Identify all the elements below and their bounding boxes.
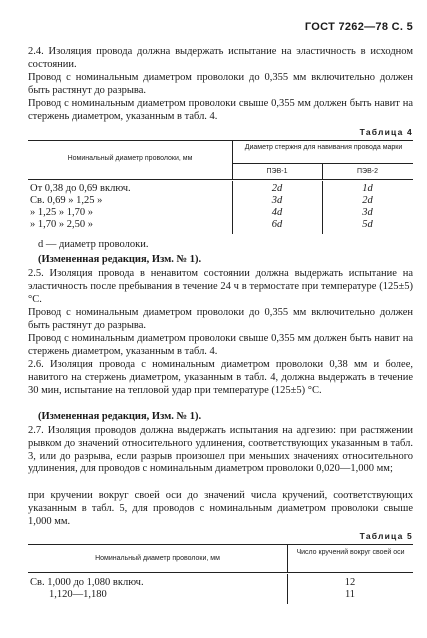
edit-note-1: (Измененная редакция, Изм. № 1). bbox=[38, 254, 202, 265]
edit-note-2: (Измененная редакция, Изм. № 1). bbox=[38, 411, 202, 422]
table5-row-label: 1,120—1,180 bbox=[49, 589, 107, 600]
table4-row-v2: 1d bbox=[362, 183, 373, 194]
paragraph-2-5: 2.5. Изоляция провода в ненавитом состоянии должна выдержать испытание на эластичность после пребывания в течение 24 ч в термостате при температуре (125±5) °С. bbox=[28, 268, 413, 305]
table4-row-label: Св. 0,69 » 1,25 » bbox=[30, 195, 103, 206]
table4-row-v1: 6d bbox=[271, 219, 283, 230]
paragraph-2-7: 2.7. Изоляция проводов должна выдержать испытания на адгезию: при растяжении рывком до значений относительного удлинения, соответствующих указанным в табл. 3, или до разрыва, если разрыв произошел при меньших значениях относительного удлинения, для проводов с номинальным диаметром проволоки 0,020—1,000 мм; bbox=[28, 425, 413, 475]
table4-subheader-pev1: ПЭВ-1 bbox=[266, 168, 288, 175]
paragraph-2-7-torsion: при кручении вокруг своей оси до значений числа кручений, соответствующих указанным в табл. 5, для проводов с номинальным диаметром проволоки свыше 1,000 мм. bbox=[28, 490, 413, 527]
paragraph-2-6: 2.6. Изоляция провода с номинальным диаметром проволоки 0,38 мм и более, навитого на стержень диаметром, указанным в табл. 4, должна выдержать в течение 30 мин, испытание на тепловой удар при температуре (125±5) °С. bbox=[28, 359, 413, 396]
table4-row-v1: 2d bbox=[271, 183, 283, 194]
table4-row-v1: 4d bbox=[271, 207, 283, 218]
paragraph-2-4-thick: Провод с номинальным диаметром проволоки свыше 0,355 мм должен быть навит на стержень диаметром, указанным в табл. 4. bbox=[28, 98, 413, 122]
table5-row-label: Св. 1,000 до 1,080 включ. bbox=[30, 577, 144, 588]
table4-row-v2: 3d bbox=[362, 207, 373, 218]
table5-col2-header: Число кручений вокруг своей оси bbox=[296, 549, 405, 556]
table5-row-value: 12 bbox=[344, 577, 356, 588]
table4-row-v2: 2d bbox=[362, 195, 373, 206]
table5-col1-header: Номинальный диаметр проволоки, мм bbox=[95, 555, 220, 562]
table4-row-v1: 3d bbox=[271, 195, 283, 206]
table5-caption: Таблица 5 bbox=[359, 531, 413, 541]
table4-caption: Таблица 4 bbox=[359, 127, 413, 137]
paragraph-2-5-thick: Провод с номинальным диаметром проволоки свыше 0,355 мм должен быть навит на стержень диаметром, указанным в табл. 4. bbox=[28, 333, 413, 357]
paragraph-2-4: 2.4. Изоляция провода должна выдержать испытание на эластичность в исходном состоянии. bbox=[28, 46, 413, 70]
table4-row-label: От 0,38 до 0,69 включ. bbox=[30, 183, 131, 194]
paragraph-2-5-thin: Провод с номинальным диаметром проволоки до 0,355 мм включительно должен быть растянут до разрыва. bbox=[28, 307, 413, 331]
table4-subheader-pev2: ПЭВ-2 bbox=[357, 168, 378, 175]
table4-row-label: » 1,70 » 2,50 » bbox=[30, 219, 93, 230]
table4-row-label: » 1,25 » 1,70 » bbox=[30, 207, 93, 218]
page-header: ГОСТ 7262—78 С. 5 bbox=[304, 21, 413, 33]
table4-note: d — диаметр проволоки. bbox=[38, 239, 149, 250]
table4-group-header: Диаметр стержня для навивания провода марки bbox=[244, 144, 403, 151]
paragraph-2-4-thin: Провод с номинальным диаметром проволоки до 0,355 мм включительно должен быть растянут до разрыва. bbox=[28, 72, 413, 96]
table5-row-value: 11 bbox=[344, 589, 356, 600]
table4-col1-header: Номинальный диаметр проволоки, мм bbox=[67, 155, 193, 162]
table4-row-v2: 5d bbox=[362, 219, 373, 230]
